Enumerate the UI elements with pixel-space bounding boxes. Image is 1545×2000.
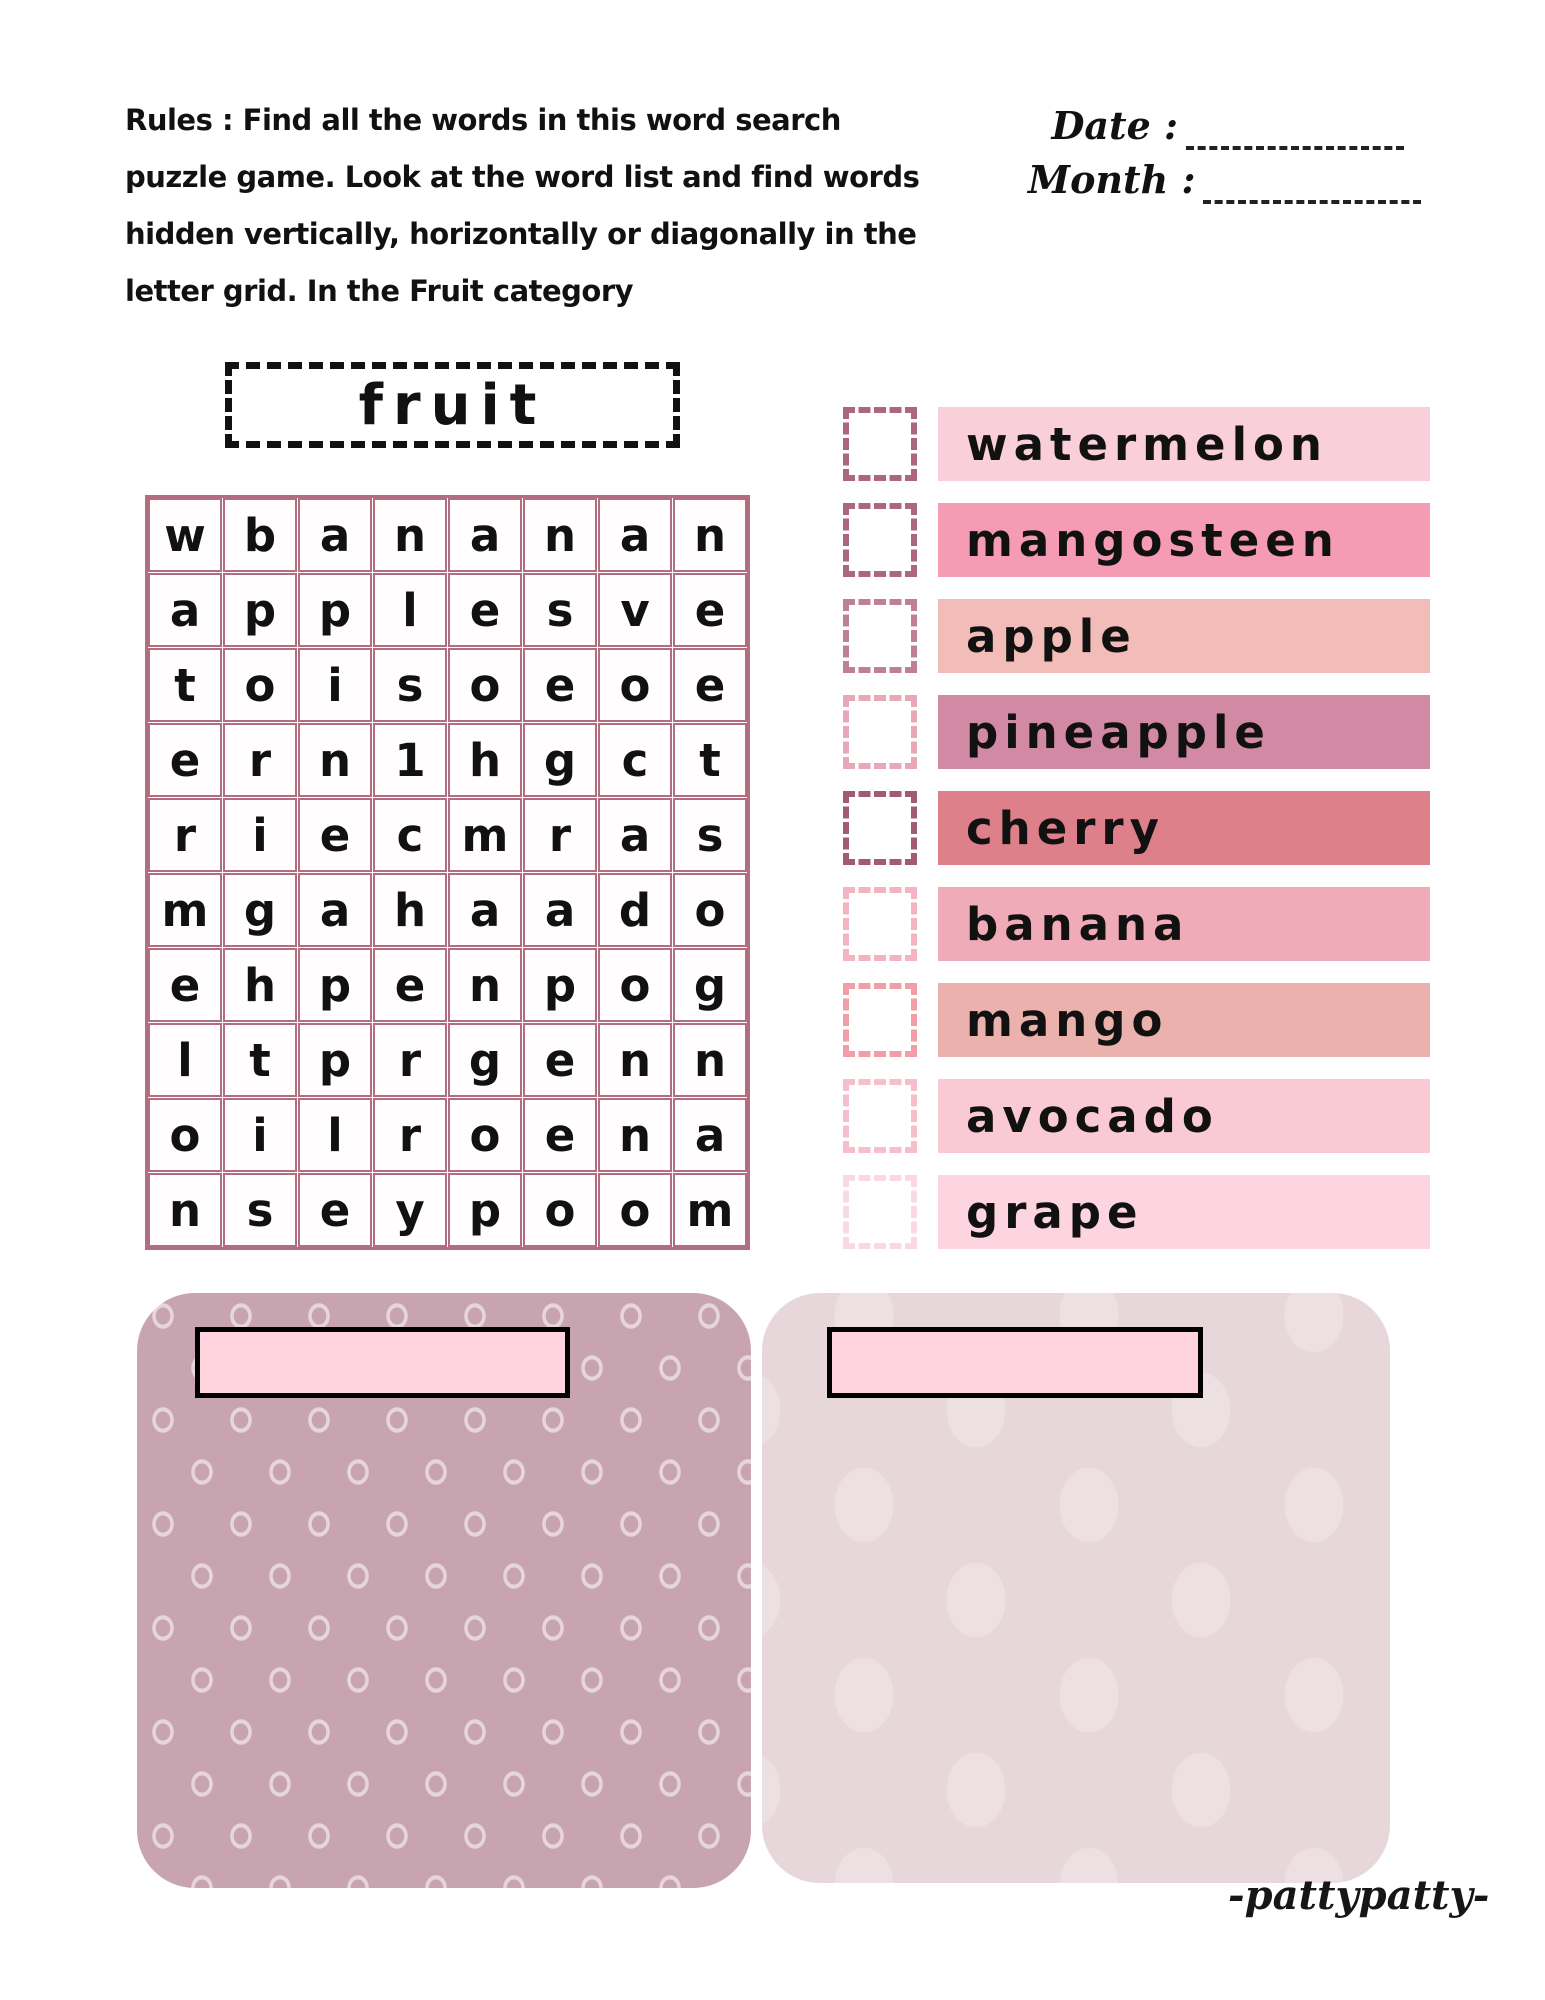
rules-text: [125, 92, 919, 320]
word-label: grape: [966, 1185, 1144, 1239]
grid-cell[interactable]: e: [673, 573, 747, 647]
word-row: [843, 1079, 1430, 1153]
word-highlight-bar: [938, 599, 1430, 673]
grid-cell[interactable]: i: [223, 798, 297, 872]
grid-cell[interactable]: n: [373, 498, 447, 572]
category-title-box: [225, 362, 680, 448]
grid-cell[interactable]: g: [673, 948, 747, 1022]
word-highlight-bar: [938, 503, 1430, 577]
word-checkbox[interactable]: [843, 983, 917, 1057]
grid-cell[interactable]: p: [448, 1173, 522, 1247]
word-row: [843, 695, 1430, 769]
grid-cell[interactable]: t: [223, 1023, 297, 1097]
word-row: [843, 599, 1430, 673]
grid-cell[interactable]: l: [148, 1023, 222, 1097]
grid-cell[interactable]: a: [523, 873, 597, 947]
month-label: Month :: [1028, 157, 1196, 202]
grid-cell[interactable]: o: [598, 948, 672, 1022]
grid-cell[interactable]: a: [598, 798, 672, 872]
word-highlight-bar: [938, 1079, 1430, 1153]
grid-cell[interactable]: e: [148, 948, 222, 1022]
grid-cell[interactable]: r: [373, 1023, 447, 1097]
grid-cell[interactable]: h: [373, 873, 447, 947]
grid-cell[interactable]: i: [223, 1098, 297, 1172]
grid-cell[interactable]: s: [223, 1173, 297, 1247]
grid-cell[interactable]: o: [523, 1173, 597, 1247]
grid-cell[interactable]: m: [448, 798, 522, 872]
grid-cell[interactable]: l: [298, 1098, 372, 1172]
grid-cell[interactable]: g: [223, 873, 297, 947]
grid-cell[interactable]: a: [448, 498, 522, 572]
word-row: [843, 983, 1430, 1057]
grid-cell[interactable]: c: [373, 798, 447, 872]
word-label: banana: [966, 897, 1190, 951]
word-checkbox[interactable]: [843, 1175, 917, 1249]
grid-cell[interactable]: s: [373, 648, 447, 722]
grid-cell[interactable]: p: [298, 1023, 372, 1097]
word-highlight-bar: [938, 887, 1430, 961]
grid-cell[interactable]: r: [148, 798, 222, 872]
date-month-fields: [1028, 98, 1408, 206]
word-highlight-bar: [938, 407, 1430, 481]
grid-cell[interactable]: r: [523, 798, 597, 872]
grid-cell[interactable]: o: [448, 1098, 522, 1172]
grid-cell[interactable]: r: [373, 1098, 447, 1172]
word-label: mango: [966, 993, 1169, 1047]
grid-cell[interactable]: n: [448, 948, 522, 1022]
grid-cell[interactable]: n: [523, 498, 597, 572]
word-row: [843, 407, 1430, 481]
grid-cell[interactable]: s: [673, 798, 747, 872]
grid-cell[interactable]: r: [223, 723, 297, 797]
grid-cell[interactable]: e: [673, 648, 747, 722]
grid-cell[interactable]: g: [448, 1023, 522, 1097]
grid-cell[interactable]: v: [598, 573, 672, 647]
grid-cell[interactable]: p: [523, 948, 597, 1022]
grid-cell[interactable]: b: [223, 498, 297, 572]
word-checkbox[interactable]: [843, 695, 917, 769]
word-highlight-bar: [938, 1175, 1430, 1249]
word-checkbox[interactable]: [843, 791, 917, 865]
grid-cell[interactable]: n: [298, 723, 372, 797]
category-title: fruit: [358, 372, 547, 438]
word-checkbox[interactable]: [843, 887, 917, 961]
grid-cell[interactable]: n: [148, 1173, 222, 1247]
grid-cell[interactable]: i: [298, 648, 372, 722]
grid-cell[interactable]: p: [223, 573, 297, 647]
word-row: [843, 791, 1430, 865]
word-row: [843, 1175, 1430, 1249]
word-highlight-bar: [938, 983, 1430, 1057]
grid-cell[interactable]: o: [598, 648, 672, 722]
word-row: [843, 887, 1430, 961]
rules-line: letter grid. In the Fruit category: [125, 274, 634, 308]
grid-cell[interactable]: p: [298, 573, 372, 647]
grid-cell[interactable]: e: [148, 723, 222, 797]
grid-cell[interactable]: a: [448, 873, 522, 947]
date-row: [1028, 98, 1408, 150]
grid-cell[interactable]: s: [523, 573, 597, 647]
grid-cell[interactable]: p: [298, 948, 372, 1022]
grid-cell[interactable]: o: [148, 1098, 222, 1172]
notes-panel-right: [762, 1293, 1390, 1883]
grid-cell[interactable]: o: [598, 1173, 672, 1247]
grid-cell[interactable]: a: [298, 498, 372, 572]
grid-cell[interactable]: a: [598, 498, 672, 572]
letter-grid: [145, 495, 750, 1250]
rules-line: Rules : Find all the words in this word search: [125, 103, 841, 137]
grid-cell[interactable]: e: [523, 648, 597, 722]
panel-input-right[interactable]: [827, 1327, 1203, 1398]
grid-cell[interactable]: o: [223, 648, 297, 722]
word-checkbox[interactable]: [843, 503, 917, 577]
grid-cell[interactable]: a: [148, 573, 222, 647]
word-label: watermelon: [966, 417, 1328, 471]
grid-cell[interactable]: n: [673, 498, 747, 572]
word-checkbox[interactable]: [843, 1079, 917, 1153]
grid-cell[interactable]: n: [598, 1098, 672, 1172]
grid-cell[interactable]: e: [523, 1023, 597, 1097]
word-checkbox[interactable]: [843, 407, 917, 481]
word-list: [843, 407, 1430, 1271]
word-label: pineapple: [966, 705, 1271, 759]
word-checkbox[interactable]: [843, 599, 917, 673]
month-input-line[interactable]: [1203, 156, 1421, 204]
grid-cell[interactable]: o: [673, 873, 747, 947]
panel-input-left[interactable]: [195, 1327, 570, 1398]
grid-cell[interactable]: n: [598, 1023, 672, 1097]
word-label: avocado: [966, 1089, 1219, 1143]
grid-cell[interactable]: c: [598, 723, 672, 797]
rules-line: hidden vertically, horizontally or diagonally in the: [125, 217, 917, 251]
word-highlight-bar: [938, 791, 1430, 865]
grid-cell[interactable]: e: [448, 573, 522, 647]
grid-cell[interactable]: h: [448, 723, 522, 797]
grid-cell[interactable]: 1: [373, 723, 447, 797]
date-label: Date :: [1051, 103, 1178, 148]
grid-cell[interactable]: g: [523, 723, 597, 797]
word-label: mangosteen: [966, 513, 1340, 567]
grid-cell[interactable]: o: [448, 648, 522, 722]
signature: -pattypatty-: [1228, 1872, 1490, 1919]
grid-cell[interactable]: y: [373, 1173, 447, 1247]
grid-cell[interactable]: e: [373, 948, 447, 1022]
notes-panel-left: [137, 1293, 751, 1888]
grid-cell[interactable]: t: [673, 723, 747, 797]
grid-cell[interactable]: e: [298, 1173, 372, 1247]
grid-cell[interactable]: a: [673, 1098, 747, 1172]
word-label: cherry: [966, 801, 1165, 855]
word-highlight-bar: [938, 695, 1430, 769]
grid-cell[interactable]: e: [523, 1098, 597, 1172]
grid-cell[interactable]: h: [223, 948, 297, 1022]
word-label: apple: [966, 609, 1137, 663]
word-row: [843, 503, 1430, 577]
grid-cell[interactable]: w: [148, 498, 222, 572]
grid-cell[interactable]: a: [298, 873, 372, 947]
grid-cell[interactable]: l: [373, 573, 447, 647]
rules-line: puzzle game. Look at the word list and find words: [125, 160, 920, 194]
date-input-line[interactable]: [1186, 102, 1404, 150]
grid-cell[interactable]: n: [673, 1023, 747, 1097]
grid-cell[interactable]: t: [148, 648, 222, 722]
month-row: [1028, 152, 1408, 204]
grid-cell[interactable]: d: [598, 873, 672, 947]
grid-cell[interactable]: m: [148, 873, 222, 947]
grid-cell[interactable]: e: [298, 798, 372, 872]
grid-cell[interactable]: m: [673, 1173, 747, 1247]
